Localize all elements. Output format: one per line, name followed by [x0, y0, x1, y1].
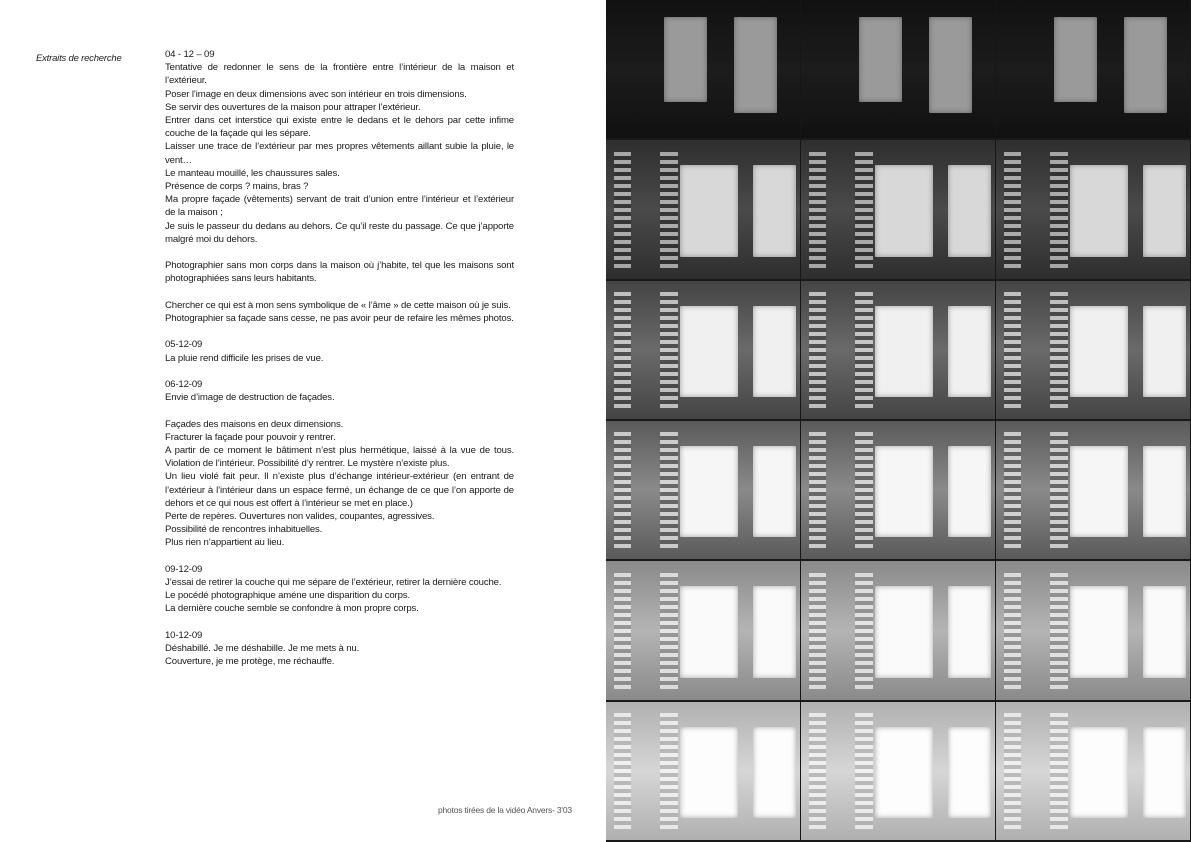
- entry-date: 04 - 12 – 09: [165, 49, 215, 60]
- entry-line: Couverture, je me protège, me réchauffe.: [165, 656, 335, 668]
- journal-entry: [165, 629, 514, 669]
- journal-entry: [165, 338, 514, 364]
- entry-line: Le manteau mouillé, les chaussures sales.: [165, 167, 340, 179]
- entry-line: Fracturer la façade pour pouvoir y rentrer.: [165, 431, 336, 443]
- entry-line: Tentative de redonner le sens de la frontière entre l’intérieur de la maison et l’extérieur.: [165, 62, 514, 87]
- side-label: Extraits de recherche: [36, 53, 122, 64]
- journal-entry: [165, 259, 514, 285]
- entry-line: Poser l’image en deux dimensions avec son intérieur en trois dimensions.: [165, 88, 467, 100]
- entry-line: Présence de corps ? mains, bras ?: [165, 181, 309, 193]
- entry-line: Je suis le passeur du dedans au dehors. Ce qu’il reste du passage. Ce que j’apporte malgré moi du dehors.: [165, 220, 514, 245]
- entry-line: Photographier sa façade sans cesse, ne pas avoir peur de refaire les mêmes photos.: [165, 313, 514, 325]
- entry-date: 09-12-09: [165, 563, 203, 575]
- entry-line: Perte de repères. Ouvertures non valides, coupantes, agressives.: [165, 511, 435, 523]
- video-still: [996, 281, 1191, 421]
- entry-date: 06-12-09: [165, 379, 203, 391]
- entry-line: Un lieu violé fait peur. Il n’existe plus d’échange intérieur-extérieur (en entrant de l’extérieur à l’intérieur dans un espace fermé, un échange de ce que l’on apporte de dehors et ce qui nous est offert à l’intérieur se met en place.): [165, 471, 514, 509]
- video-still: [801, 702, 996, 842]
- video-still: [801, 561, 996, 701]
- entry-line: Façades des maisons en deux dimensions.: [165, 418, 344, 430]
- video-still: [606, 702, 801, 842]
- entry-line: Entrer dans cet interstice qui existe entre le dedans et le dehors par cette infime couche de la façade qui les sépare.: [165, 115, 514, 140]
- entry-line: Chercher ce qui est à mon sens symbolique de « l’âme » de cette maison où je suis.: [165, 299, 511, 311]
- video-still: [996, 561, 1191, 701]
- entry-line: Possibilité de rencontres inhabituelles.: [165, 524, 323, 536]
- research-text: [165, 48, 514, 682]
- entry-date: 10-12-09: [165, 629, 203, 641]
- video-still: [801, 140, 996, 280]
- entry-line: Envie d’image de destruction de façades.: [165, 392, 335, 404]
- photo-caption: photos tirées de la vidéo Anvers- 3'03: [438, 805, 572, 815]
- entry-line: Ma propre façade (vêtements) servant de trait d’union entre l’intérieur et l’extérieur de la maison ;: [165, 194, 514, 219]
- entry-line: La dernière couche semble se confondre à mon propre corps.: [165, 603, 419, 615]
- journal-entry: [165, 299, 514, 325]
- entry-line: Se servir des ouvertures de la maison pour attraper l’extérieur.: [165, 101, 421, 113]
- journal-entry: [165, 563, 514, 616]
- video-still: [606, 140, 801, 280]
- video-still: [606, 0, 801, 140]
- entry-line: La pluie rend difficile les prises de vue.: [165, 352, 324, 364]
- video-still: [996, 0, 1191, 140]
- video-stills-grid: [606, 0, 1191, 842]
- video-still: [801, 421, 996, 561]
- video-still: [606, 561, 801, 701]
- entry-line: Laisser une trace de l’extérieur par mes propres vêtements aillant subie la pluie, le vent…: [165, 141, 514, 166]
- video-still: [801, 0, 996, 140]
- video-still: [801, 281, 996, 421]
- entry-line: J’essai de retirer la couche qui me sépare de l’extérieur, retirer la dernière couche.: [165, 577, 502, 589]
- entry-date: 05-12-09: [165, 339, 203, 351]
- entry-line: Déshabillé. Je me déshabille. Je me mets à nu.: [165, 643, 360, 655]
- video-still: [996, 702, 1191, 842]
- journal-entry: [165, 418, 514, 550]
- entry-line: Le pocédé photographique améne une disparition du corps.: [165, 590, 410, 602]
- journal-entry: [165, 48, 514, 246]
- entry-line: A partir de ce moment le bâtiment n’est plus hermétique, laissé à la vue de tous. Violation de l’intérieur. Possibilité d’y rentrer. Le mystère n’existe plus.: [165, 445, 514, 470]
- video-still: [996, 140, 1191, 280]
- video-still: [606, 281, 801, 421]
- video-still: [606, 421, 801, 561]
- video-still: [996, 421, 1191, 561]
- entry-line: Photographier sans mon corps dans la maison où j’habite, tel que les maisons sont photographiées sans leurs habitants.: [165, 260, 514, 285]
- entry-line: Plus rien n’appartient au lieu.: [165, 537, 285, 549]
- journal-entry: [165, 378, 514, 404]
